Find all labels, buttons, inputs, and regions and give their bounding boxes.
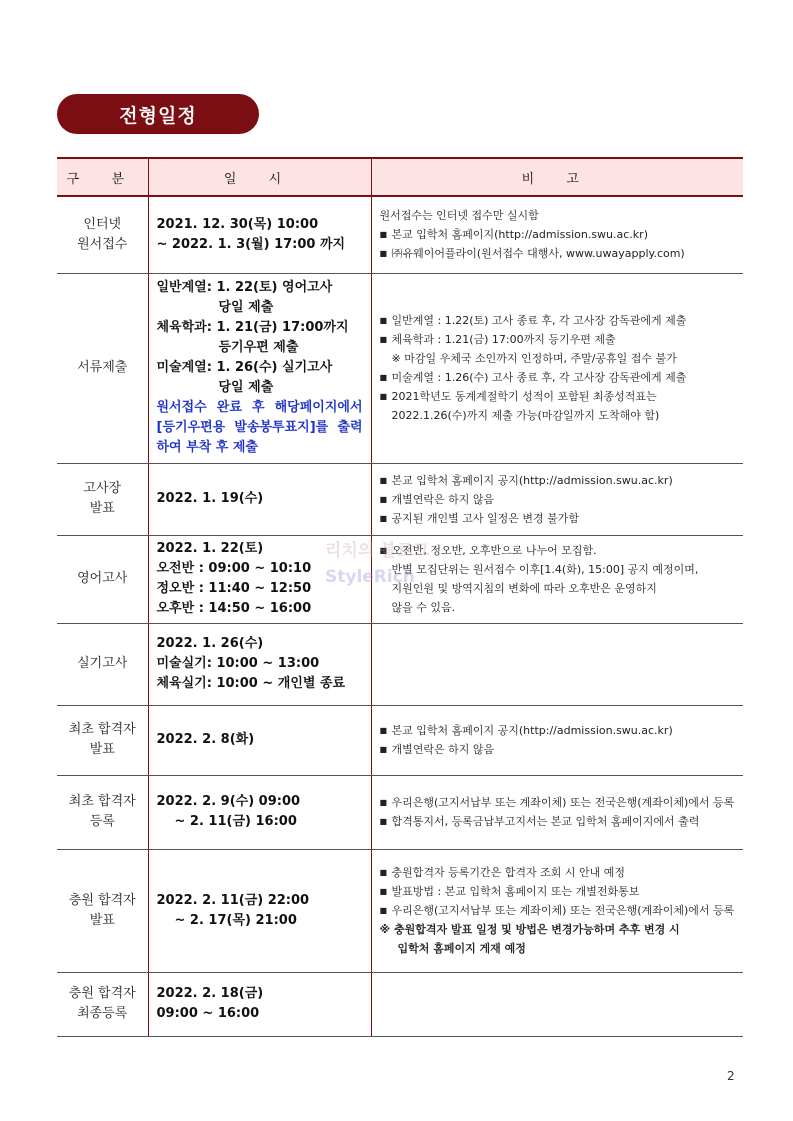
- remark-item: ■ 일반계열 : 1.22(토) 고사 종료 후, 각 고사장 감독관에게 제출: [380, 311, 736, 330]
- datetime-line: ~ 2. 17(목) 21:00: [174, 912, 297, 928]
- remark-continuation: 지원인원 및 방역지침의 변화에 따라 오후반은 운영하지: [391, 582, 657, 595]
- row-category: [57, 623, 148, 705]
- category-line: 실기고사: [77, 656, 128, 671]
- datetime-line: 오후반 : 14:50 ~ 16:00: [156, 601, 312, 616]
- row-datetime: [148, 775, 371, 849]
- remark-item: ■ 미술계열 : 1.26(수) 고사 종료 후, 각 고사장 감독관에게 제출: [380, 368, 736, 387]
- remark-item: ■ 본교 입학처 홈페이지(http://admission.swu.ac.kr): [380, 225, 736, 244]
- header-datetime: 일 시: [148, 158, 371, 196]
- row-remarks: [371, 273, 743, 463]
- remark-bold-note: ※ 충원합격자 발표 일정 및 방법은 변경가능하며 추후 변경 시: [379, 923, 680, 936]
- datetime-line: 정오반 : 11:40 ~ 12:50: [156, 581, 312, 596]
- row-datetime: [148, 535, 371, 623]
- row-category: [57, 535, 148, 623]
- row-remarks: [371, 849, 743, 972]
- remark-item: ■ 오전반, 정오반, 오후반으로 나누어 모집함.: [380, 541, 736, 560]
- datetime-line: 당일 제출: [218, 380, 274, 395]
- category-line: 최초 합격자: [68, 794, 136, 809]
- row-category: [57, 775, 148, 849]
- table-row: [57, 775, 743, 849]
- datetime-line: ~ 2022. 1. 3(월) 17:00 까지: [156, 236, 346, 252]
- datetime-line: 09:00 ~ 16:00: [156, 1006, 260, 1021]
- category-line: 원서접수: [77, 236, 128, 252]
- header-remarks: 비 고: [371, 158, 743, 196]
- remark-item: ■ 본교 입학처 홈페이지 공지(http://admission.swu.ac.kr): [380, 471, 736, 490]
- remark-item: ■ 2021학년도 동계계절학기 성적이 포함된 최종성적표는: [380, 387, 736, 406]
- remark-bold-note: 입학처 홈페이지 게재 예정: [397, 942, 526, 955]
- table-row: [57, 849, 743, 972]
- remark-continuation: 반별 모집단위는 원서접수 이후[1.4(화), 15:00] 공지 예정이며,: [391, 563, 699, 576]
- table-row: [57, 705, 743, 775]
- row-category: [57, 972, 148, 1036]
- row-remarks: [371, 535, 743, 623]
- row-remarks: [371, 775, 743, 849]
- schedule-table: [57, 157, 743, 1037]
- datetime-line: 2022. 1. 22(토): [156, 541, 264, 556]
- header-category: 구 분: [57, 158, 148, 196]
- remark-item: ■ 합격통지서, 등록금납부고지서는 본교 입학처 홈페이지에서 출력: [380, 812, 736, 831]
- datetime-line: 미술실기: 10:00 ~ 13:00: [156, 656, 320, 671]
- remark-item: ■ 우리은행(고지서납부 또는 계좌이체) 또는 전국은행(계좌이체)에서 등록: [380, 901, 736, 920]
- remark-note: ※ 마감일 우체국 소인까지 인정하며, 주말/공휴일 접수 불가: [391, 352, 677, 365]
- datetime-line: 2022. 2. 8(화): [156, 732, 255, 747]
- row-remarks: [371, 463, 743, 535]
- watermark-line: 리치의 블로그: [325, 541, 430, 561]
- category-line: 발표: [89, 742, 115, 757]
- category-line: 영어고사: [77, 571, 128, 586]
- datetime-line: 체육학과: 1. 21(금) 17:00까지: [156, 320, 349, 335]
- datetime-line: 2022. 2. 9(수) 09:00: [156, 794, 301, 809]
- row-datetime: [148, 196, 371, 273]
- datetime-line: 오전반 : 09:00 ~ 10:10: [156, 561, 312, 576]
- category-line: 발표: [89, 501, 115, 516]
- datetime-line: 2022. 1. 26(수): [156, 636, 264, 651]
- remark-item: ■ 발표방법 : 본교 입학처 홈페이지 또는 개별전화통보: [380, 882, 736, 901]
- section-title: 전형일정: [119, 104, 197, 127]
- row-category: [57, 849, 148, 972]
- datetime-line: 등기우편 제출: [218, 340, 299, 355]
- category-line: 충원 합격자: [68, 986, 136, 1001]
- row-datetime: [148, 972, 371, 1036]
- datetime-line: 2022. 2. 18(금): [156, 986, 264, 1001]
- table-row: [57, 273, 743, 463]
- remark-item: ■ ㈜유웨이어플라이(원서접수 대행사, www.uwayapply.com): [380, 244, 736, 263]
- category-line: 인터넷: [83, 216, 122, 232]
- row-datetime: [148, 273, 371, 463]
- remark-intro: 원서접수는 인터넷 접수만 실시함: [379, 209, 539, 223]
- section-title-badge: [57, 94, 259, 134]
- category-line: 발표: [89, 912, 115, 928]
- category-line: 충원 합격자: [68, 892, 136, 908]
- row-category: [57, 273, 148, 463]
- watermark-line: StyleRich: [325, 567, 415, 587]
- category-line: 고사장: [83, 481, 122, 496]
- remark-continuation: 않을 수 있음.: [391, 601, 456, 614]
- row-category: [57, 196, 148, 273]
- row-datetime: [148, 623, 371, 705]
- row-remarks: [371, 196, 743, 273]
- table-row: [57, 196, 743, 273]
- row-datetime: [148, 463, 371, 535]
- datetime-line: 미술계열: 1. 26(수) 실기고사: [156, 360, 333, 375]
- datetime-line: 일반계열: 1. 22(토) 영어고사: [156, 280, 333, 295]
- page-number: 2: [727, 1069, 735, 1083]
- category-line: 서류제출: [77, 360, 128, 375]
- datetime-line: 2022. 1. 19(수): [156, 491, 264, 506]
- datetime-line: 2021. 12. 30(목) 10:00: [156, 216, 319, 232]
- submission-instruction: 원서접수 완료 후 해당페이지에서 [등기우편용 발송봉투표지]를 출력하여 부착 후 제출: [156, 400, 363, 455]
- datetime-line: ~ 2. 11(금) 16:00: [174, 814, 297, 829]
- datetime-line: 2022. 2. 11(금) 22:00: [156, 892, 310, 908]
- row-datetime: [148, 849, 371, 972]
- remark-item: ■ 본교 입학처 홈페이지 공지(http://admission.swu.ac.kr): [380, 721, 736, 740]
- remark-item: ■ 체육학과 : 1.21(금) 17:00까지 등기우편 제출: [380, 330, 736, 349]
- datetime-line: 체육실기: 10:00 ~ 개인별 종료: [156, 676, 346, 691]
- remark-item: ■ 우리은행(고지서납부 또는 계좌이체) 또는 전국은행(계좌이체)에서 등록: [380, 793, 736, 812]
- datetime-line: 당일 제출: [218, 300, 274, 315]
- row-category: [57, 705, 148, 775]
- category-line: 최종등록: [77, 1006, 128, 1021]
- row-category: [57, 463, 148, 535]
- remark-continuation: 2022.1.26(수)까지 제출 가능(마감일까지 도착해야 함): [391, 409, 660, 422]
- category-line: 등록: [89, 814, 115, 829]
- table-row: [57, 623, 743, 705]
- row-remarks-empty: [371, 972, 743, 1036]
- remark-item: ■ 충원합격자 등록기간은 합격자 조회 시 안내 예정: [380, 863, 736, 882]
- category-line: 최초 합격자: [68, 722, 136, 737]
- row-remarks-empty: [371, 623, 743, 705]
- remark-item: ■ 개별연락은 하지 않음: [380, 740, 736, 759]
- table-row: [57, 535, 743, 623]
- table-row: [57, 972, 743, 1036]
- table-row: [57, 463, 743, 535]
- row-remarks: [371, 705, 743, 775]
- remark-item: ■ 개별연락은 하지 않음: [380, 490, 736, 509]
- remark-item: ■ 공지된 개인별 고사 일정은 변경 불가함: [380, 509, 736, 528]
- table-header-row: [57, 158, 743, 196]
- row-datetime: [148, 705, 371, 775]
